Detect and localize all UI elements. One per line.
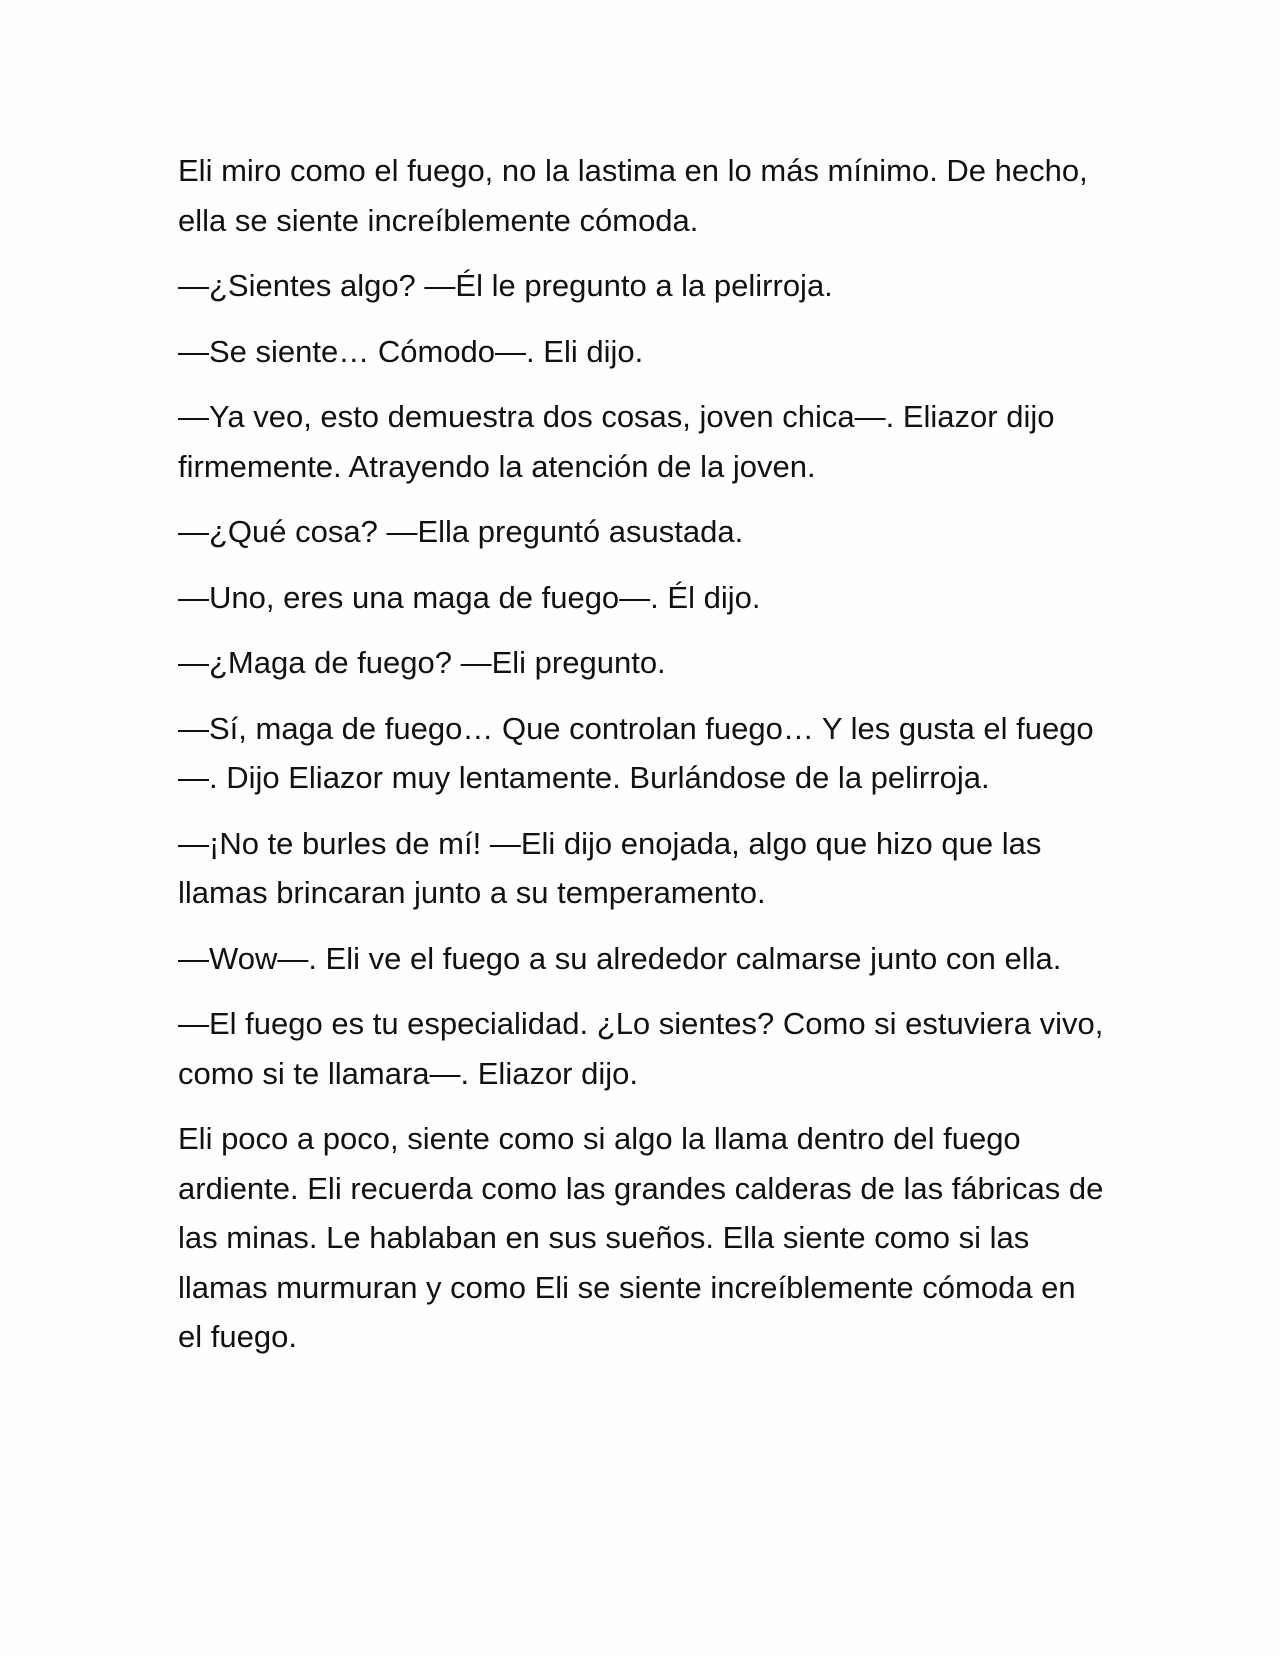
paragraph: —Ya veo, esto demuestra dos cosas, joven chica—. Eliazor dijo firmemente. Atrayendo la atención de la joven. [178,399,1055,484]
paragraph: —¡No te burles de mí! —Eli dijo enojada, algo que hizo que las llamas brincaran junto a su temperamento. [178,825,1042,910]
paragraph: —Sí, maga de fuego… Que controlan fuego… Y les gusta el fuego—. Dijo Eliazor muy lentamente. Burlándose de la pelirroja. [178,710,1094,795]
paragraph: —¿Maga de fuego? —Eli pregunto. [178,645,666,680]
paragraph: —¿Sientes algo? —Él le pregunto a la pelirroja. [178,268,833,303]
paragraph: —Se siente… Cómodo—. Eli dijo. [178,333,644,369]
paragraph: Eli miro como el fuego, no la lastima en lo más mínimo. De hecho, ella se siente increíblemente cómoda. [178,153,1088,238]
paragraph: —Uno, eres una maga de fuego—. Él dijo. [178,579,761,615]
paragraph: —¿Qué cosa? —Ella preguntó asustada. [178,514,744,549]
paragraph: —El fuego es tu especialidad. ¿Lo sientes? Como si estuviera vivo, como si te llamara—. Eliazor dijo. [178,1006,1104,1091]
paragraph: —Wow—. Eli ve el fuego a su alrededor calmarse junto con ella. [178,940,1062,976]
document-body [178,146,1108,1378]
paragraph: Eli poco a poco, siente como si algo la llama dentro del fuego ardiente. Eli recuerda como las grandes calderas de las fábricas de las minas. Le hablaban en sus sueños. Ella siente como si las llamas murmuran y como Eli se siente increíblemente cómoda en el fuego. [178,1121,1104,1354]
